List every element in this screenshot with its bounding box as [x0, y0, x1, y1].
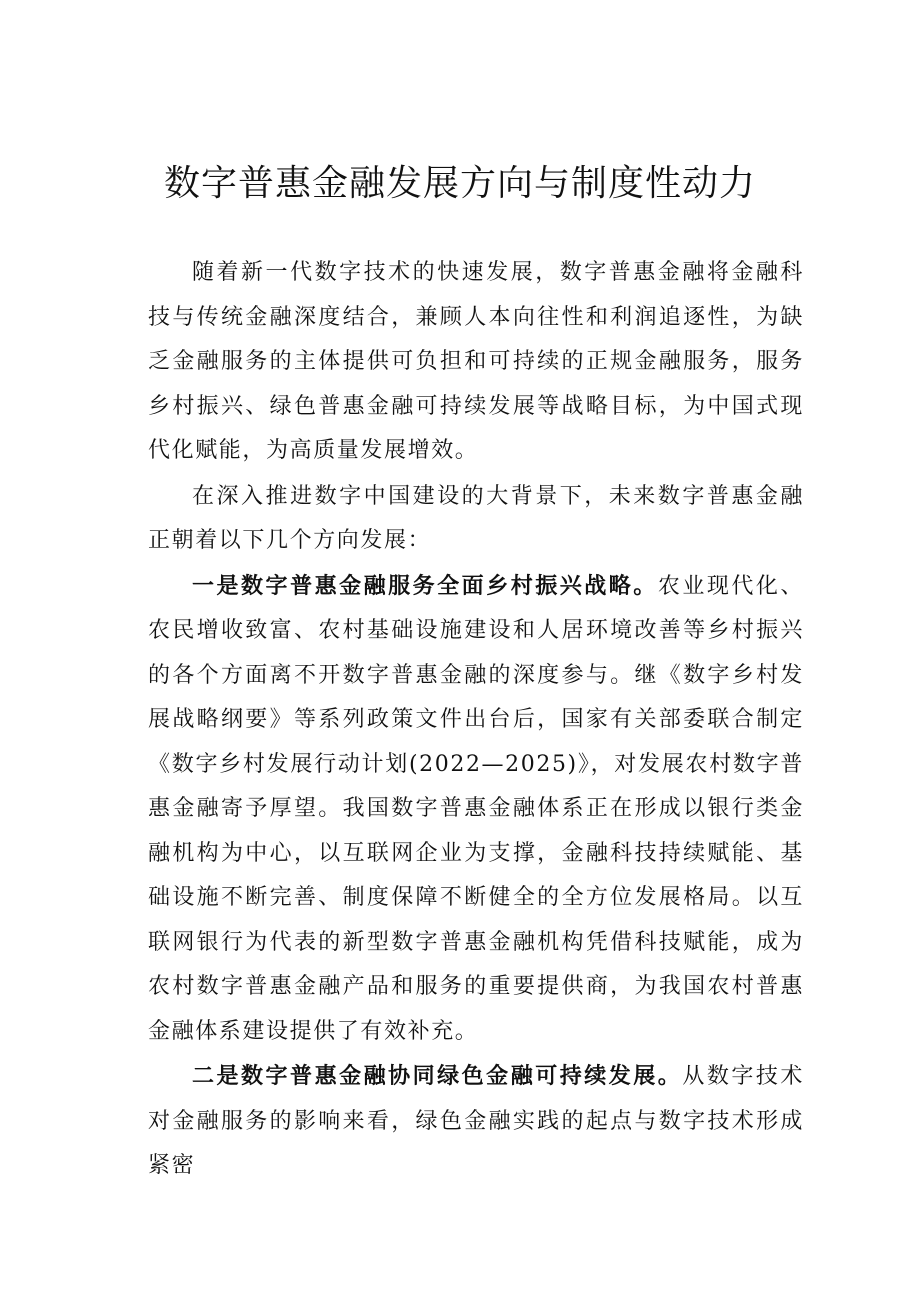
paragraph-rural-revitalization [148, 564, 804, 1055]
paragraph-lead: 一是数字普惠金融服务全面乡村振兴战略。 [192, 572, 658, 599]
paragraph-intro [148, 250, 804, 474]
paragraph-text: 在深入推进数字中国建设的大背景下，未来数字普惠金融正朝着以下几个方向发展： [148, 483, 804, 553]
paragraph-text: 农业现代化、农民增收致富、农村基础设施建设和人居环境改善等乡村振兴的各个方面离不开数字普惠金融的深度参与。继《数字乡村发展战略纲要》等系列政策文件出台后，国家有关部委联合制定《数字乡村发展行动计划(2022—2025)》，对发展农村数字普惠金融寄予厚望。我国数字普惠金融体系正在形成以银行类金融机构为中心，以互联网企业为支撑，金融科技持续赋能、基础设施不断完善、制度保障不断健全的全方位发展格局。以互联网银行为代表的新型数字普惠金融机构凭借科技赋能，成为农村数字普惠金融产品和服务的重要提供商，为我国农村普惠金融体系建设提供了有效补充。 [148, 573, 804, 1044]
document-body [148, 250, 804, 1189]
paragraph-context [148, 474, 804, 564]
paragraph-lead: 二是数字普惠金融协同绿色金融可持续发展。 [192, 1063, 683, 1089]
document-title: 数字普惠金融发展方向与制度性动力 [163, 163, 756, 204]
paragraph-green-finance [148, 1054, 804, 1189]
paragraph-text: 随着新一代数字技术的快速发展，数字普惠金融将金融科技与传统金融深度结合，兼顾人本向往性和利润追逐性，为缺乏金融服务的主体提供可负担和可持续的正规金融服务，服务乡村振兴、绿色普惠金融可持续发展等战略目标，为中国式现代化赋能，为高质量发展增效。 [148, 260, 804, 463]
paragraph-text: 从数字技术对金融服务的影响来看，绿色金融实践的起点与数字技术形成紧密 [148, 1064, 804, 1178]
